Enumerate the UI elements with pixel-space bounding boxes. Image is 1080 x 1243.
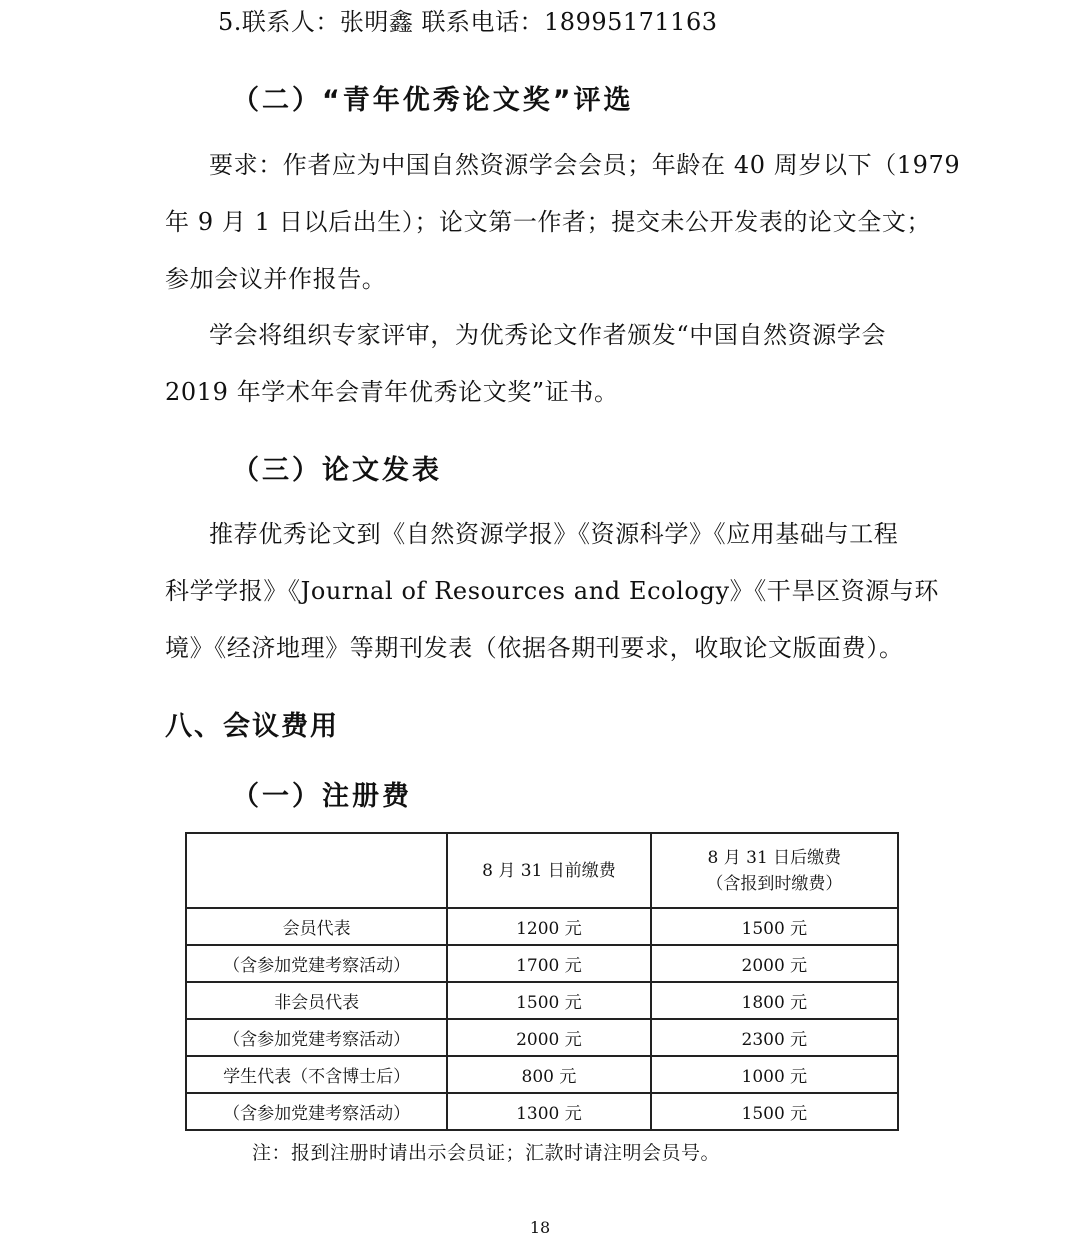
fee-before: 1700 元 [447, 945, 650, 982]
fee-before: 1500 元 [447, 982, 650, 1019]
paragraph-line: 学会将组织专家评审，为优秀论文作者颁发“中国自然资源学会 [209, 321, 887, 349]
fee-before: 2000 元 [447, 1019, 650, 1056]
youth-award-requirements [165, 137, 961, 308]
row-label: （含参加党建考察活动） [186, 945, 447, 982]
table-header-row [186, 833, 898, 908]
header-line: （含报到时缴费） [706, 873, 843, 894]
paragraph-line: 境》《经济地理》等期刊发表（依据各期刊要求，收取论文版面费）。 [165, 634, 904, 662]
table-row [186, 945, 898, 982]
fee-after: 2300 元 [651, 1019, 898, 1056]
paragraph-line: 推荐优秀论文到《自然资源学报》《资源科学》《应用基础与工程 [209, 520, 899, 548]
table-row [186, 1093, 898, 1130]
fee-after: 2000 元 [651, 945, 898, 982]
fee-after: 1800 元 [651, 982, 898, 1019]
fee-before: 800 元 [447, 1056, 650, 1093]
paragraph-line: 科学学报》《Journal of Resources and Ecology》《干旱区资源与环 [165, 577, 940, 605]
fee-before: 1200 元 [447, 908, 650, 945]
row-label: （含参加党建考察活动） [186, 1019, 447, 1056]
paragraph-line: 年 9 月 1 日以后出生）；论文第一作者；提交未公开发表的论文全文； [165, 208, 932, 236]
fee-after: 1500 元 [651, 908, 898, 945]
table-header-cell [186, 833, 447, 908]
fee-after: 1500 元 [651, 1093, 898, 1130]
paragraph-line: 参加会议并作报告。 [165, 265, 387, 293]
page-number: 18 [529, 1218, 551, 1237]
fee-before: 1300 元 [447, 1093, 650, 1130]
fee-after: 1000 元 [651, 1056, 898, 1093]
table-header-cell: 8 月 31 日前缴费 [447, 833, 650, 908]
publication-paragraph [165, 506, 940, 677]
fee-note: 注：报到注册时请出示会员证；汇款时请注明会员号。 [252, 1142, 721, 1164]
table-row [186, 908, 898, 945]
row-label: 会员代表 [186, 908, 447, 945]
table-header-cell [651, 833, 898, 908]
youth-award-review [165, 307, 925, 421]
table-row [186, 1019, 898, 1056]
table-row [186, 982, 898, 1019]
row-label: 学生代表（不含博士后） [186, 1056, 447, 1093]
section-title-publication: （三）论文发表 [232, 455, 442, 486]
row-label: （含参加党建考察活动） [186, 1093, 447, 1130]
header-line: 8 月 31 日后缴费 [707, 847, 842, 868]
paragraph-line: 要求：作者应为中国自然资源学会会员；年龄在 40 周岁以下（1979 [209, 151, 961, 179]
table-row [186, 1056, 898, 1093]
paragraph-line: 2019 年学术年会青年优秀论文奖”证书。 [165, 378, 619, 406]
row-label: 非会员代表 [186, 982, 447, 1019]
section-title-meeting-fees: 八、会议费用 [165, 711, 339, 742]
section-title-youth-award: （二）“青年优秀论文奖”评选 [232, 85, 634, 116]
registration-fee-table [185, 832, 899, 1131]
contact-line: 5.联系人：张明鑫 联系电话：18995171163 [218, 8, 718, 36]
section-title-registration-fee: （一）注册费 [232, 781, 412, 812]
